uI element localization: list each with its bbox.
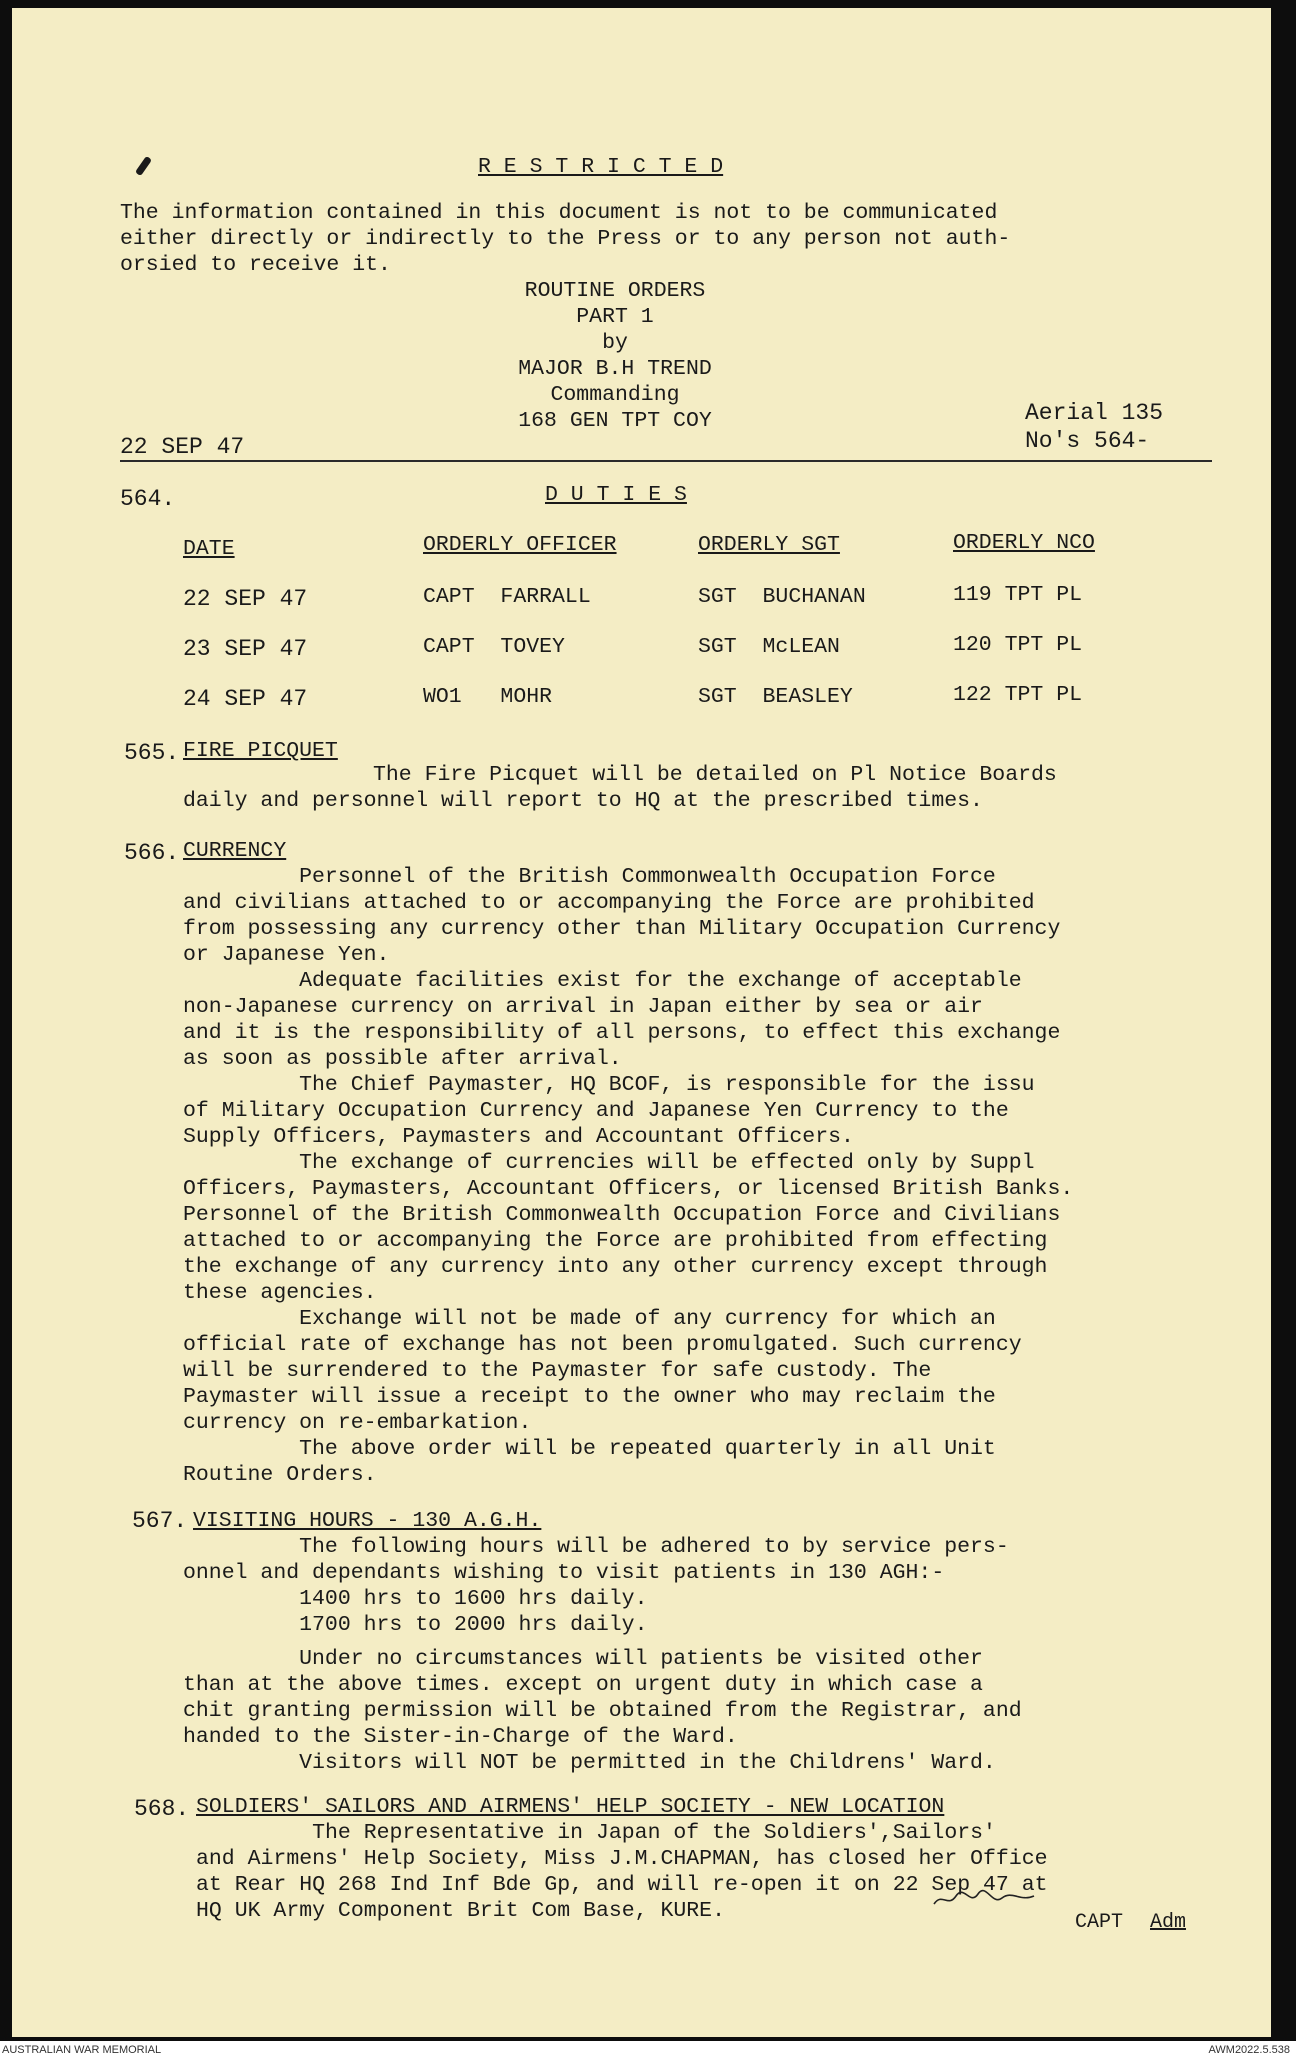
help-society-line: and Airmens' Help Society, Miss J.M.CHAPMAN, has closed her Office (196, 1847, 1048, 1871)
warning-line-1: The information contained in this document is not to be communicated (120, 201, 998, 225)
fire-picquet-line: daily and personnel will report to HQ at the prescribed times. (183, 789, 983, 813)
visiting-line: 1700 hrs to 2000 hrs daily. (183, 1613, 648, 1637)
section-number: 567. (132, 1508, 188, 1534)
duty-sgt: SGT McLEAN (698, 635, 840, 659)
column-header-nco: ORDERLY NCO (953, 531, 1095, 555)
archive-footer (0, 2041, 1296, 2061)
duty-date: 22 SEP 47 (183, 586, 308, 612)
visiting-line: onnel and dependants wishing to visit patients in 130 AGH:- (183, 1561, 945, 1585)
warning-line-2: either directly or indirectly to the Press or to any person not auth- (120, 227, 1011, 251)
signature-appointment: Adm (1150, 1911, 1187, 1934)
title-line: MAJOR B.H TREND (518, 357, 712, 381)
header-rule (120, 460, 1212, 462)
title-line: ROUTINE ORDERS (524, 279, 706, 303)
footer-reference: AWM2022.5.538 (1208, 2044, 1290, 2056)
currency-line: as soon as possible after arrival. (183, 1047, 622, 1071)
order-numbers: No's 564- (1025, 428, 1150, 454)
title-line: PART 1 (576, 305, 654, 329)
currency-line: and it is the responsibility of all persons, to effect this exchange (183, 1021, 1061, 1045)
help-society-line: The Representative in Japan of the Soldiers',Sailors' (196, 1821, 996, 1845)
title-line: Commanding (550, 383, 680, 407)
help-society-line: at Rear HQ 268 Ind Inf Bde Gp, and will re-open it on 22 Sep 47 at (196, 1873, 1048, 1897)
duties-heading: D U T I E S (545, 483, 687, 507)
currency-line: The Chief Paymaster, HQ BCOF, is responsible for the issu (183, 1073, 1035, 1097)
section-number: 565. (124, 740, 180, 766)
handwritten-signature (930, 1888, 1040, 1910)
duty-date: 23 SEP 47 (183, 636, 308, 662)
help-society-line: HQ UK Army Component Brit Com Base, KURE. (196, 1899, 725, 1923)
section-number: 566. (124, 840, 180, 866)
visiting-line: Visitors will NOT be permitted in the Childrens' Ward. (183, 1751, 996, 1775)
currency-line: attached to or accompanying the Force are prohibited from effecting (183, 1229, 1048, 1253)
visiting-hours-heading: VISITING HOURS - 130 A.G.H. (193, 1509, 542, 1533)
currency-line: Personnel of the British Commonwealth Occupation Force and Civilians (183, 1203, 1061, 1227)
title-line: by (602, 331, 628, 355)
section-number: 564. (120, 486, 176, 512)
currency-line: the exchange of any currency into any other currency except through (183, 1255, 1048, 1279)
currency-line: Adequate facilities exist for the exchange of acceptable (183, 969, 1022, 993)
duty-officer: CAPT FARRALL (423, 585, 591, 609)
currency-line: Supply Officers, Paymasters and Accountant Officers. (183, 1125, 854, 1149)
restricted-heading: R E S T R I C T E D (478, 155, 724, 179)
duty-nco: 119 TPT PL (953, 583, 1083, 607)
visiting-line: handed to the Sister-in-Charge of the Ward. (183, 1725, 738, 1749)
currency-line: The exchange of currencies will be effected only by Suppl (183, 1151, 1035, 1175)
duty-officer: WO1 MOHR (423, 685, 553, 709)
currency-line: Officers, Paymasters, Accountant Officers, or licensed British Banks. (183, 1177, 1074, 1201)
currency-line: Exchange will not be made of any currency for which an (183, 1307, 996, 1331)
column-header-officer: ORDERLY OFFICER (423, 533, 617, 557)
currency-line: The above order will be repeated quarterly in all Unit (183, 1437, 996, 1461)
column-header-sgt: ORDERLY SGT (698, 533, 840, 557)
fire-picquet-line: The Fire Picquet will be detailed on Pl Notice Boards (373, 763, 1057, 787)
duty-date: 24 SEP 47 (183, 686, 308, 712)
currency-heading: CURRENCY (183, 839, 287, 863)
duty-officer: CAPT TOVEY (423, 635, 565, 659)
visiting-line: Under no circumstances will patients be visited other (183, 1647, 983, 1671)
visiting-line: The following hours will be adhered to by service pers- (183, 1535, 1009, 1559)
visiting-line: than at the above times. except on urgent duty in which case a (183, 1673, 983, 1697)
currency-line: of Military Occupation Currency and Japanese Yen Currency to the (183, 1099, 1009, 1123)
currency-line: Paymaster will issue a receipt to the owner who may reclaim the (183, 1385, 996, 1409)
column-header-date: DATE (183, 537, 235, 561)
duty-nco: 120 TPT PL (953, 633, 1083, 657)
currency-line: from possessing any currency other than Military Occupation Currency (183, 917, 1061, 941)
help-society-heading: SOLDIERS' SAILORS AND AIRMENS' HELP SOCIETY - NEW LOCATION (196, 1795, 945, 1819)
fire-picquet-heading: FIRE PICQUET (183, 739, 338, 763)
currency-line: non-Japanese currency on arrival in Japan either by sea or air (183, 995, 983, 1019)
currency-line: official rate of exchange has not been promulgated. Such currency (183, 1333, 1022, 1357)
aerial-number: Aerial 135 (1025, 400, 1164, 426)
visiting-line: chit granting permission will be obtained from the Registrar, and (183, 1699, 1022, 1723)
currency-line: these agencies. (183, 1281, 377, 1305)
order-date: 22 SEP 47 (120, 434, 245, 460)
duty-sgt: SGT BEASLEY (698, 685, 853, 709)
currency-line: Personnel of the British Commonwealth Occupation Force (183, 865, 996, 889)
visiting-line: 1400 hrs to 1600 hrs daily. (183, 1587, 648, 1611)
duty-nco: 122 TPT PL (953, 683, 1083, 707)
currency-line: and civilians attached to or accompanying the Force are prohibited (183, 891, 1035, 915)
currency-line: or Japanese Yen. (183, 943, 390, 967)
currency-line: currency on re-embarkation. (183, 1411, 532, 1435)
currency-line: will be surrendered to the Paymaster for safe custody. The (183, 1359, 932, 1383)
footer-institution: AUSTRALIAN WAR MEMORIAL (2, 2044, 162, 2056)
signature-rank: CAPT (1075, 1911, 1124, 1934)
currency-line: Routine Orders. (183, 1463, 377, 1487)
title-line: 168 GEN TPT COY (518, 409, 712, 433)
warning-line-3: orsied to receive it. (120, 253, 391, 277)
duty-sgt: SGT BUCHANAN (698, 585, 866, 609)
section-number: 568. (134, 1796, 190, 1822)
